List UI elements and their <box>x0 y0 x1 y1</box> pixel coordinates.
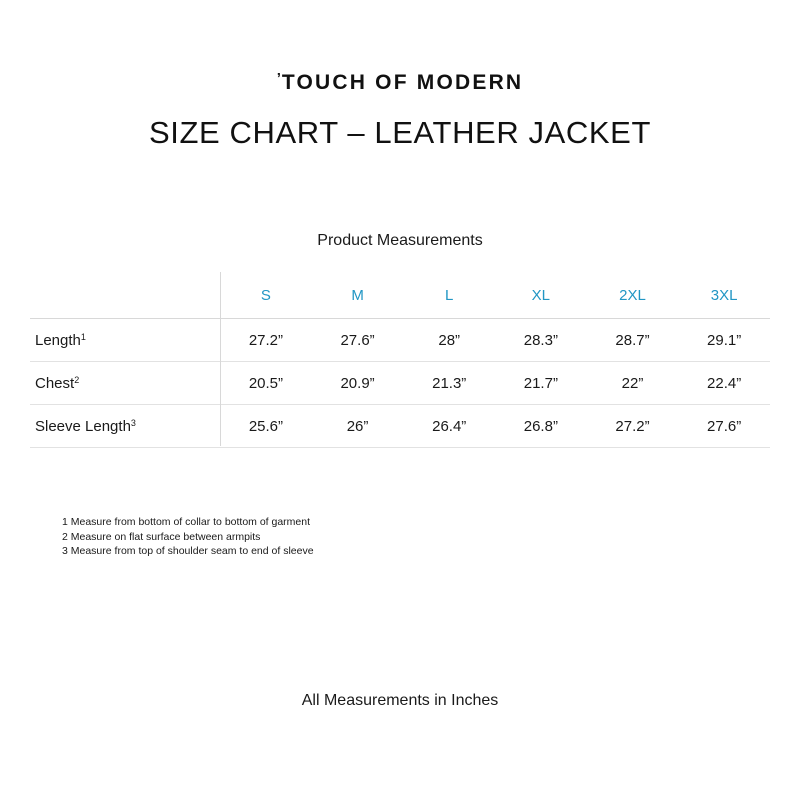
cell-sleeve-2xl: 27.2” <box>615 417 650 435</box>
cell-sleeve-3xl: 27.6” <box>707 417 742 435</box>
table-row <box>30 405 770 448</box>
row-label-text: Chest <box>35 374 75 392</box>
row-label-text: Length <box>35 331 81 349</box>
cell-length-2xl: 28.7” <box>615 331 650 349</box>
cell-chest-s: 20.5” <box>248 374 284 392</box>
section-title: Product Measurements <box>317 232 483 249</box>
table-header-label <box>30 272 220 319</box>
measurements-table <box>30 272 770 448</box>
table-row <box>30 319 770 362</box>
row-label-text: Sleeve Length <box>35 417 131 435</box>
cell-chest-xl: 21.7” <box>523 374 558 392</box>
cell-chest-3xl: 22.4” <box>707 374 742 392</box>
cell-sleeve-xl: 26.8” <box>523 417 558 435</box>
row-label-length <box>30 319 220 362</box>
cell-length-s: 27.2” <box>248 331 284 349</box>
table-body <box>30 319 770 448</box>
cell-length-l: 28” <box>438 331 461 349</box>
row-label-footnote-marker: 1 <box>80 331 86 342</box>
page-title: SIZE CHART – LEATHER JACKET <box>149 115 651 150</box>
row-label-footnote-marker: 3 <box>130 417 136 428</box>
table-header-size-3xl: 3XL <box>710 286 738 304</box>
cell-chest-2xl: 22” <box>621 374 644 392</box>
row-label-chest <box>30 362 220 405</box>
cell-chest-m: 20.9” <box>340 374 375 392</box>
footnote-2: 2 Measure on flat surface between armpits <box>62 530 261 543</box>
row-label-footnote-marker: 2 <box>74 374 80 385</box>
brand-name: TOUCH OF MODERN <box>281 71 524 94</box>
table-row <box>30 362 770 405</box>
cell-sleeve-m: 26” <box>346 417 369 435</box>
footnote-3: 3 Measure from top of shoulder seam to end of sleeve <box>62 545 314 557</box>
cell-chest-l: 21.3” <box>432 374 467 392</box>
cell-length-3xl: 29.1” <box>707 331 742 349</box>
cell-sleeve-l: 26.4” <box>432 417 467 435</box>
cell-length-m: 27.6” <box>340 331 375 349</box>
row-label-sleeve-length <box>30 405 220 448</box>
brand-wordmark <box>0 70 800 95</box>
cell-sleeve-s: 25.6” <box>248 417 284 435</box>
table-header-size-l: L <box>445 286 454 304</box>
table-vertical-divider <box>220 272 221 446</box>
table-header-size-xl: XL <box>531 286 551 304</box>
table-header-size-m: M <box>351 286 364 304</box>
table-header <box>30 272 770 319</box>
cell-length-xl: 28.3” <box>523 331 558 349</box>
table-header-row <box>30 272 770 319</box>
footnote-1: 1 Measure from bottom of collar to bottom of garment <box>62 516 311 528</box>
units-note: All Measurements in Inches <box>301 692 499 709</box>
footnotes <box>62 515 314 559</box>
measurements-table-wrapper <box>30 272 770 448</box>
table-header-size-2xl: 2XL <box>619 286 646 304</box>
table-header-size-s: S <box>260 286 271 304</box>
brand-tick-mark: ’ <box>276 70 281 87</box>
